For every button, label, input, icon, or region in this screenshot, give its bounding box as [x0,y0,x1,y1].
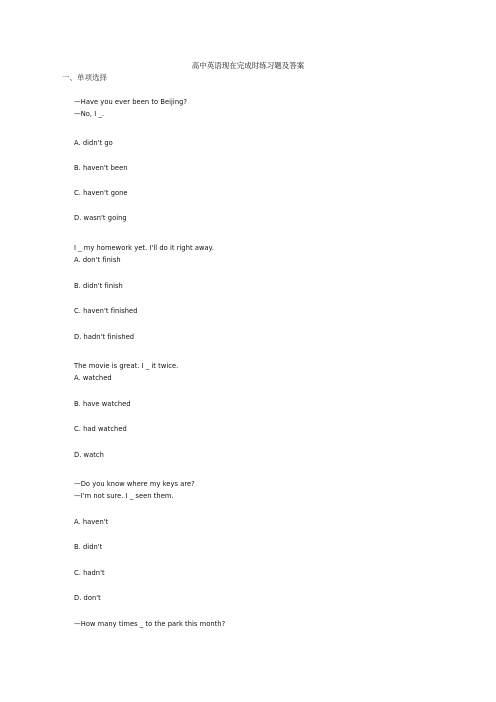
question-4-line-1: —Do you know where my keys are? [74,480,195,488]
question-2-option-b: B. didn't finish [74,282,123,290]
question-5-line-1: —How many times _ to the park this month? [74,620,226,628]
question-1-option-a: A. didn't go [74,139,113,147]
question-1-line-2: —No, I _. [74,110,105,118]
document-title: 高中英语现在完成时练习题及答案 [191,61,305,70]
question-3-option-c: C. had watched [74,425,127,433]
question-1-line-1: —Have you ever been to Beijing? [74,98,188,106]
question-2-option-d: D. hadn't finished [74,333,135,341]
question-3-option-d: D. watch [74,451,104,459]
question-3-line-1: The movie is great. I _ it twice. [74,362,179,370]
question-3-option-a: A. watched [74,374,112,382]
question-4-option-c: C. hadn't [74,569,105,577]
question-2-line-1: I _ my homework yet. I'll do it right away. [74,244,214,252]
question-4-option-a: A. haven't [74,518,109,526]
question-4-line-2: —I'm not sure. I _ seen them. [74,492,174,500]
question-1-option-d: D. wasn't going [74,214,127,222]
section-heading: 一、单项选择 [62,73,107,82]
question-1-option-b: B. haven't been [74,164,128,172]
question-1-option-c: C. haven't gone [74,189,128,197]
question-2-option-a: A. don't finish [74,256,121,264]
question-3-option-b: B. have watched [74,400,131,408]
question-2-option-c: C. haven't finished [74,307,138,315]
question-4-option-d: D. don't [74,594,101,602]
question-4-option-b: B. didn't [74,543,103,551]
